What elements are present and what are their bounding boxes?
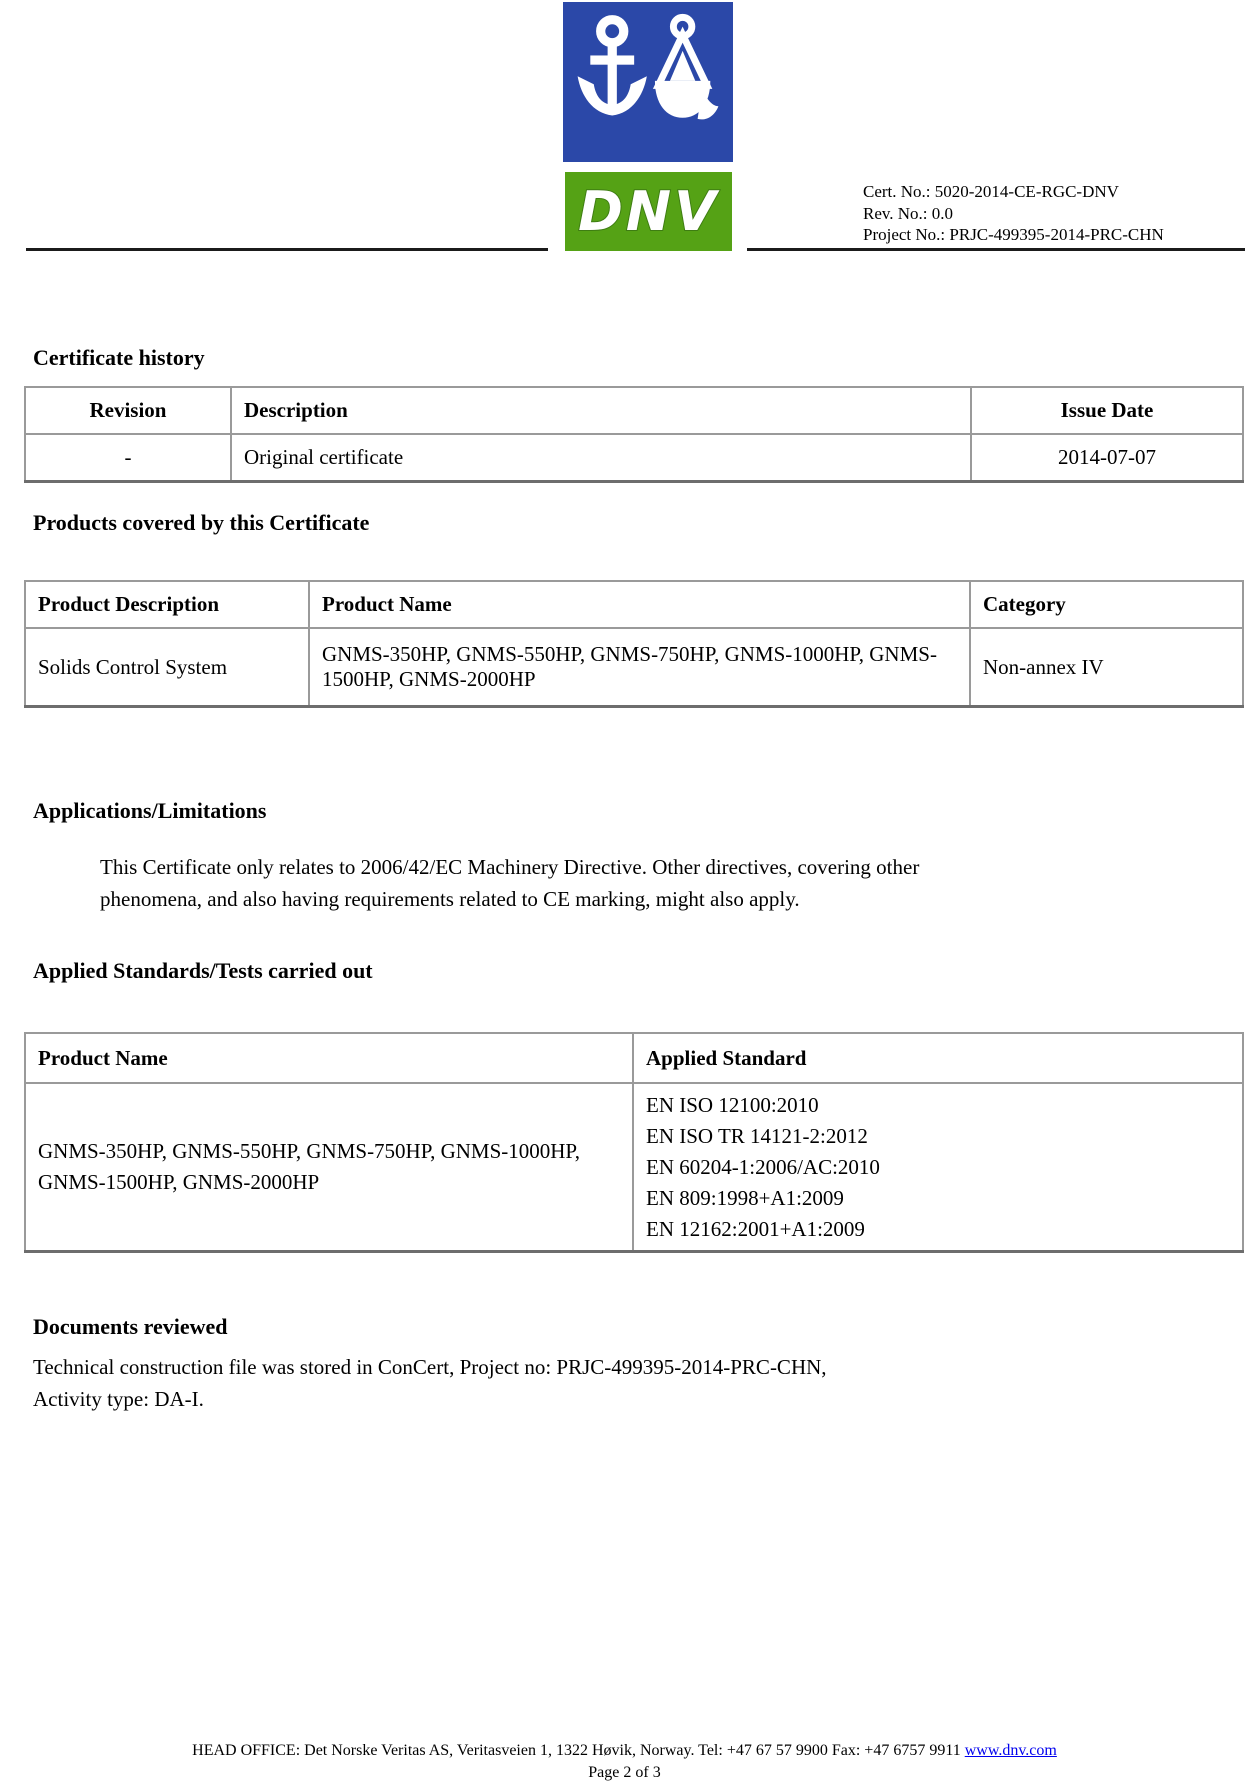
- cell-revision: -: [25, 434, 231, 482]
- project-no: Project No.: PRJC-499395-2014-PRC-CHN: [863, 225, 1164, 244]
- header-rule-right: [747, 248, 1245, 251]
- anchor-scales-icon: [573, 10, 723, 154]
- cert-no: Cert. No.: 5020-2014-CE-RGC-DNV: [863, 182, 1119, 201]
- cell-category: Non-annex IV: [970, 628, 1243, 707]
- col-header-product-name: Product Name: [25, 1033, 633, 1083]
- dnv-wordmark-text: DNV: [578, 179, 719, 243]
- standard-item: EN 60204-1:2006/AC:2010: [646, 1154, 880, 1179]
- certificate-history-title: Certificate history: [33, 345, 205, 370]
- col-header-category: Category: [970, 581, 1243, 628]
- col-header-description: Description: [231, 387, 971, 434]
- table-row: [25, 628, 1243, 707]
- applications-line: This Certificate only relates to 2006/42/EC Machinery Directive. Other directives, covering other: [100, 855, 920, 879]
- footer-office-text: HEAD OFFICE: Det Norske Veritas AS, Veritasveien 1, 1322 Høvik, Norway. Tel: +47 67 57 9900 Fax: +47 6757 9911: [192, 1742, 965, 1759]
- col-header-applied-standard: Applied Standard: [633, 1033, 1243, 1083]
- cell-product-name: GNMS-350HP, GNMS-550HP, GNMS-750HP, GNMS-1000HP, GNMS-1500HP, GNMS-2000HP: [309, 628, 970, 707]
- col-header-product-name: Product Name: [309, 581, 970, 628]
- products-title: Products covered by this Certificate: [33, 510, 370, 535]
- cell-issue-date: 2014-07-07: [971, 434, 1243, 482]
- table-row: [25, 1083, 1243, 1252]
- standard-item: EN 809:1998+A1:2009: [646, 1185, 844, 1210]
- applications-line: phenomena, and also having requirements related to CE marking, might also apply.: [100, 886, 800, 911]
- applications-title: Applications/Limitations: [33, 798, 267, 823]
- cell-product-name: GNMS-350HP, GNMS-550HP, GNMS-750HP, GNMS-1000HP, GNMS-1500HP, GNMS-2000HP: [25, 1083, 633, 1252]
- standard-item: EN ISO 12100:2010: [646, 1092, 819, 1117]
- table-row: [25, 434, 1243, 482]
- standard-item: EN ISO TR 14121-2:2012: [646, 1123, 868, 1148]
- standards-table: [24, 1032, 1244, 1253]
- certificate-meta: [863, 181, 1164, 246]
- header-rule-left: [26, 248, 548, 251]
- standard-item: EN 12162:2001+A1:2009: [646, 1216, 865, 1241]
- cell-description: Original certificate: [231, 434, 971, 482]
- applications-paragraph: [100, 852, 919, 915]
- documents-title: Documents reviewed: [33, 1314, 228, 1339]
- documents-line: Activity type: DA-I.: [33, 1386, 204, 1411]
- dnv-wordmark: [565, 172, 732, 251]
- cell-applied-standards: [633, 1083, 1243, 1252]
- page-number: Page 2 of 3: [588, 1764, 661, 1781]
- col-header-product-description: Product Description: [25, 581, 309, 628]
- col-header-revision: Revision: [25, 387, 231, 434]
- documents-paragraph: [33, 1352, 827, 1415]
- standards-title: Applied Standards/Tests carried out: [33, 958, 373, 983]
- certificate-history-table: [24, 386, 1244, 483]
- dnv-logo-emblem: [563, 2, 733, 162]
- col-header-issue-date: Issue Date: [971, 387, 1243, 434]
- documents-line: Technical construction file was stored in ConCert, Project no: PRJC-499395-2014-PRC-CHN,: [33, 1355, 827, 1379]
- products-table: [24, 580, 1244, 708]
- footer-office-line: [0, 1742, 1249, 1760]
- rev-no: Rev. No.: 0.0: [863, 203, 954, 223]
- cell-product-description: Solids Control System: [25, 628, 309, 707]
- dnv-website-link[interactable]: www.dnv.com: [964, 1742, 1057, 1759]
